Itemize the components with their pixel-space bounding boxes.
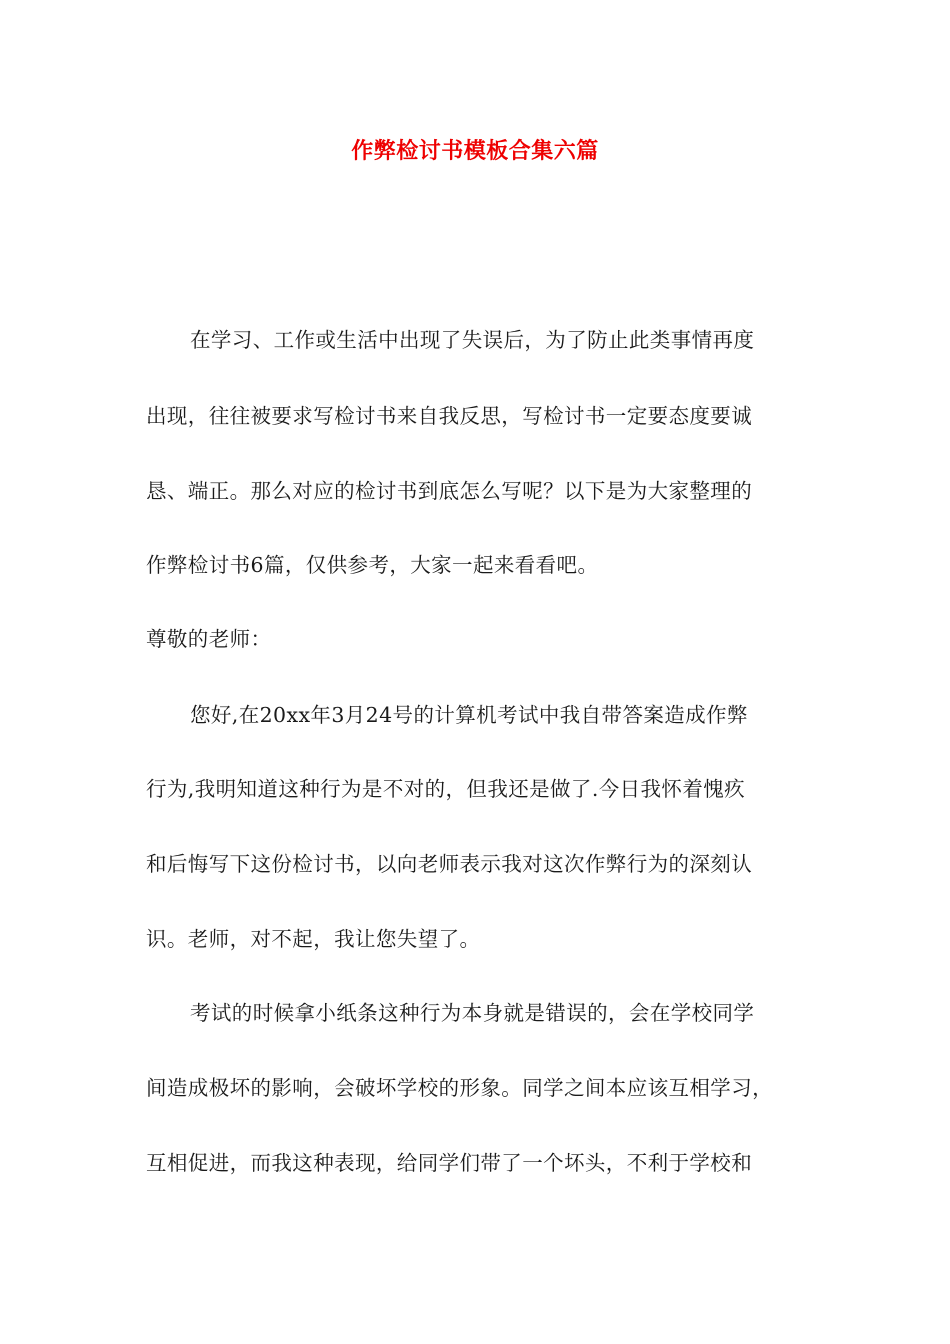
document-title: 作弊检讨书模板合集六篇 [351,138,599,164]
paragraph-line: 出现，往往被要求写检讨书来自我反思，写检讨书一定要态度要诚 [146,404,753,428]
paragraph-line: 作弊检讨书6篇，仅供参考，大家一起来看看吧。 [146,553,599,577]
paragraph-line: 和后悔写下这份检讨书，以向老师表示我对这次作弊行为的深刻认 [146,852,753,876]
paragraph-line: 互相促进，而我这种表现，给同学们带了一个坏头，不利于学校和 [146,1151,753,1175]
paragraph-line: 在学习、工作或生活中出现了失误后，为了防止此类事情再度 [190,328,755,352]
salutation-line: 尊敬的老师： [146,627,272,651]
paragraph-line: 间造成极坏的影响，会破坏学校的形象。同学之间本应该互相学习， [146,1076,773,1100]
paragraph-line: 您好,在20xx年3月24号的计算机考试中我自带答案造成作弊 [190,703,748,727]
paragraph-line: 考试的时候拿小纸条这种行为本身就是错误的，会在学校同学 [190,1001,755,1025]
paragraph-line: 识。老师，对不起，我让您失望了。 [146,927,481,951]
paragraph-line: 行为,我明知道这种行为是不对的，但我还是做了.今日我怀着愧疚 [146,777,746,801]
paragraph-line: 恳、端正。那么对应的检讨书到底怎么写呢？以下是为大家整理的 [146,479,753,503]
